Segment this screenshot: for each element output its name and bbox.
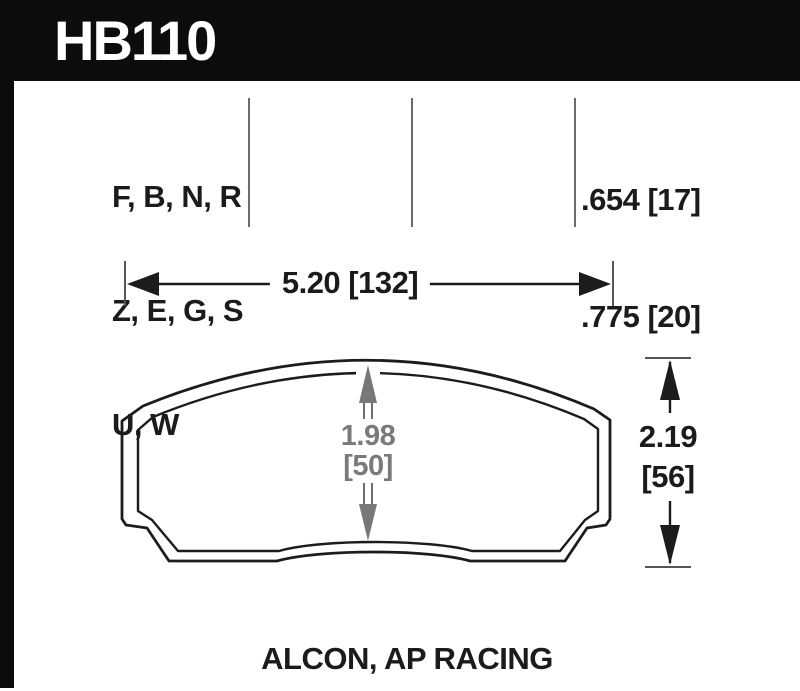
arrow-down-icon — [660, 525, 680, 565]
compound-line-3: U, W — [112, 407, 179, 442]
center-height-value-in: 1.98 — [340, 420, 396, 452]
center-height-value-mm: [50] — [343, 450, 393, 482]
thickness-line-1: .654 [17] — [581, 182, 701, 217]
height-value-mm: [56] — [641, 459, 695, 494]
thickness-line-2: .775 [20] — [581, 299, 701, 334]
compound-line-1: F, B, N, R — [112, 179, 242, 214]
part-number: HB110 — [54, 9, 216, 72]
width-dimension-label: 5.20 [132] — [270, 263, 430, 303]
center-height-dimension-label — [335, 419, 401, 483]
arrow-right-icon — [579, 272, 611, 296]
height-value-in: 2.19 — [638, 419, 698, 454]
applications-text: ALCON, AP RACING — [261, 641, 553, 676]
compound-line-2: Z, E, G, S — [112, 293, 244, 328]
arrow-down-icon — [359, 504, 377, 541]
arrow-left-icon — [127, 272, 159, 296]
arrow-up-icon — [660, 360, 680, 400]
height-dimension-label — [635, 413, 701, 501]
